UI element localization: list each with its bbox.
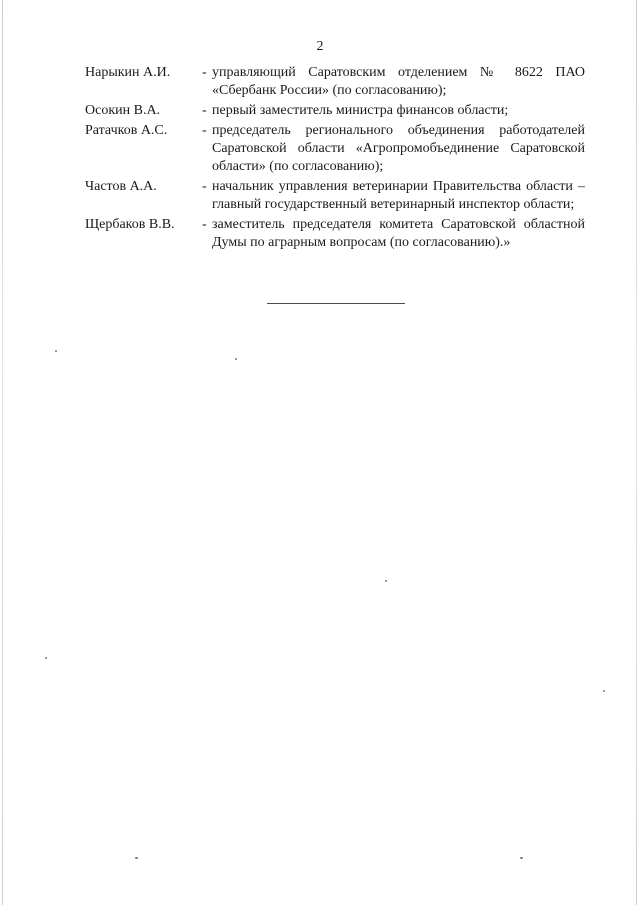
member-role: начальник управления ветеринарии Правительства области – главный государственный ветеринарный инспектор области;	[212, 179, 585, 212]
member-dash: -	[202, 103, 207, 118]
scan-speck	[603, 690, 605, 692]
scan-speck	[385, 580, 387, 582]
member-name: Осокин В.А.	[85, 103, 161, 118]
member-dash: -	[202, 179, 207, 194]
scan-speck	[45, 657, 47, 659]
member-list	[85, 64, 585, 254]
member-entry	[85, 216, 585, 252]
member-entry	[85, 178, 585, 214]
member-role: первый заместитель министра финансов области;	[212, 103, 509, 118]
page-number: 2	[316, 39, 324, 54]
scan-speck	[520, 857, 523, 859]
member-name: Частов А.А.	[85, 179, 157, 194]
member-dash: -	[202, 123, 207, 138]
member-dash: -	[202, 65, 207, 80]
member-dash: -	[202, 217, 207, 232]
member-entry	[85, 102, 585, 120]
scan-speck	[235, 358, 237, 360]
member-entry	[85, 122, 585, 176]
member-entry	[85, 64, 585, 100]
member-name: Нарыкин А.И.	[85, 65, 171, 80]
closing-separator-line	[267, 303, 405, 304]
member-role: председатель регионального объединения работодателей Саратовской области «Агропромобъединение Саратовской области» (по согласованию);	[212, 123, 585, 174]
member-role: управляющий Саратовским отделением № 8622 ПАО «Сбербанк России» (по согласованию);	[212, 65, 585, 98]
scan-edge-right	[636, 0, 637, 905]
scan-speck	[55, 350, 57, 352]
member-role: заместитель председателя комитета Саратовской областной Думы по аграрным вопросам (по согласованию).»	[212, 217, 585, 250]
member-name: Ратачков А.С.	[85, 123, 168, 138]
scan-edge-left	[2, 0, 3, 905]
member-name: Щербаков В.В.	[85, 217, 175, 232]
scan-speck	[135, 857, 138, 859]
